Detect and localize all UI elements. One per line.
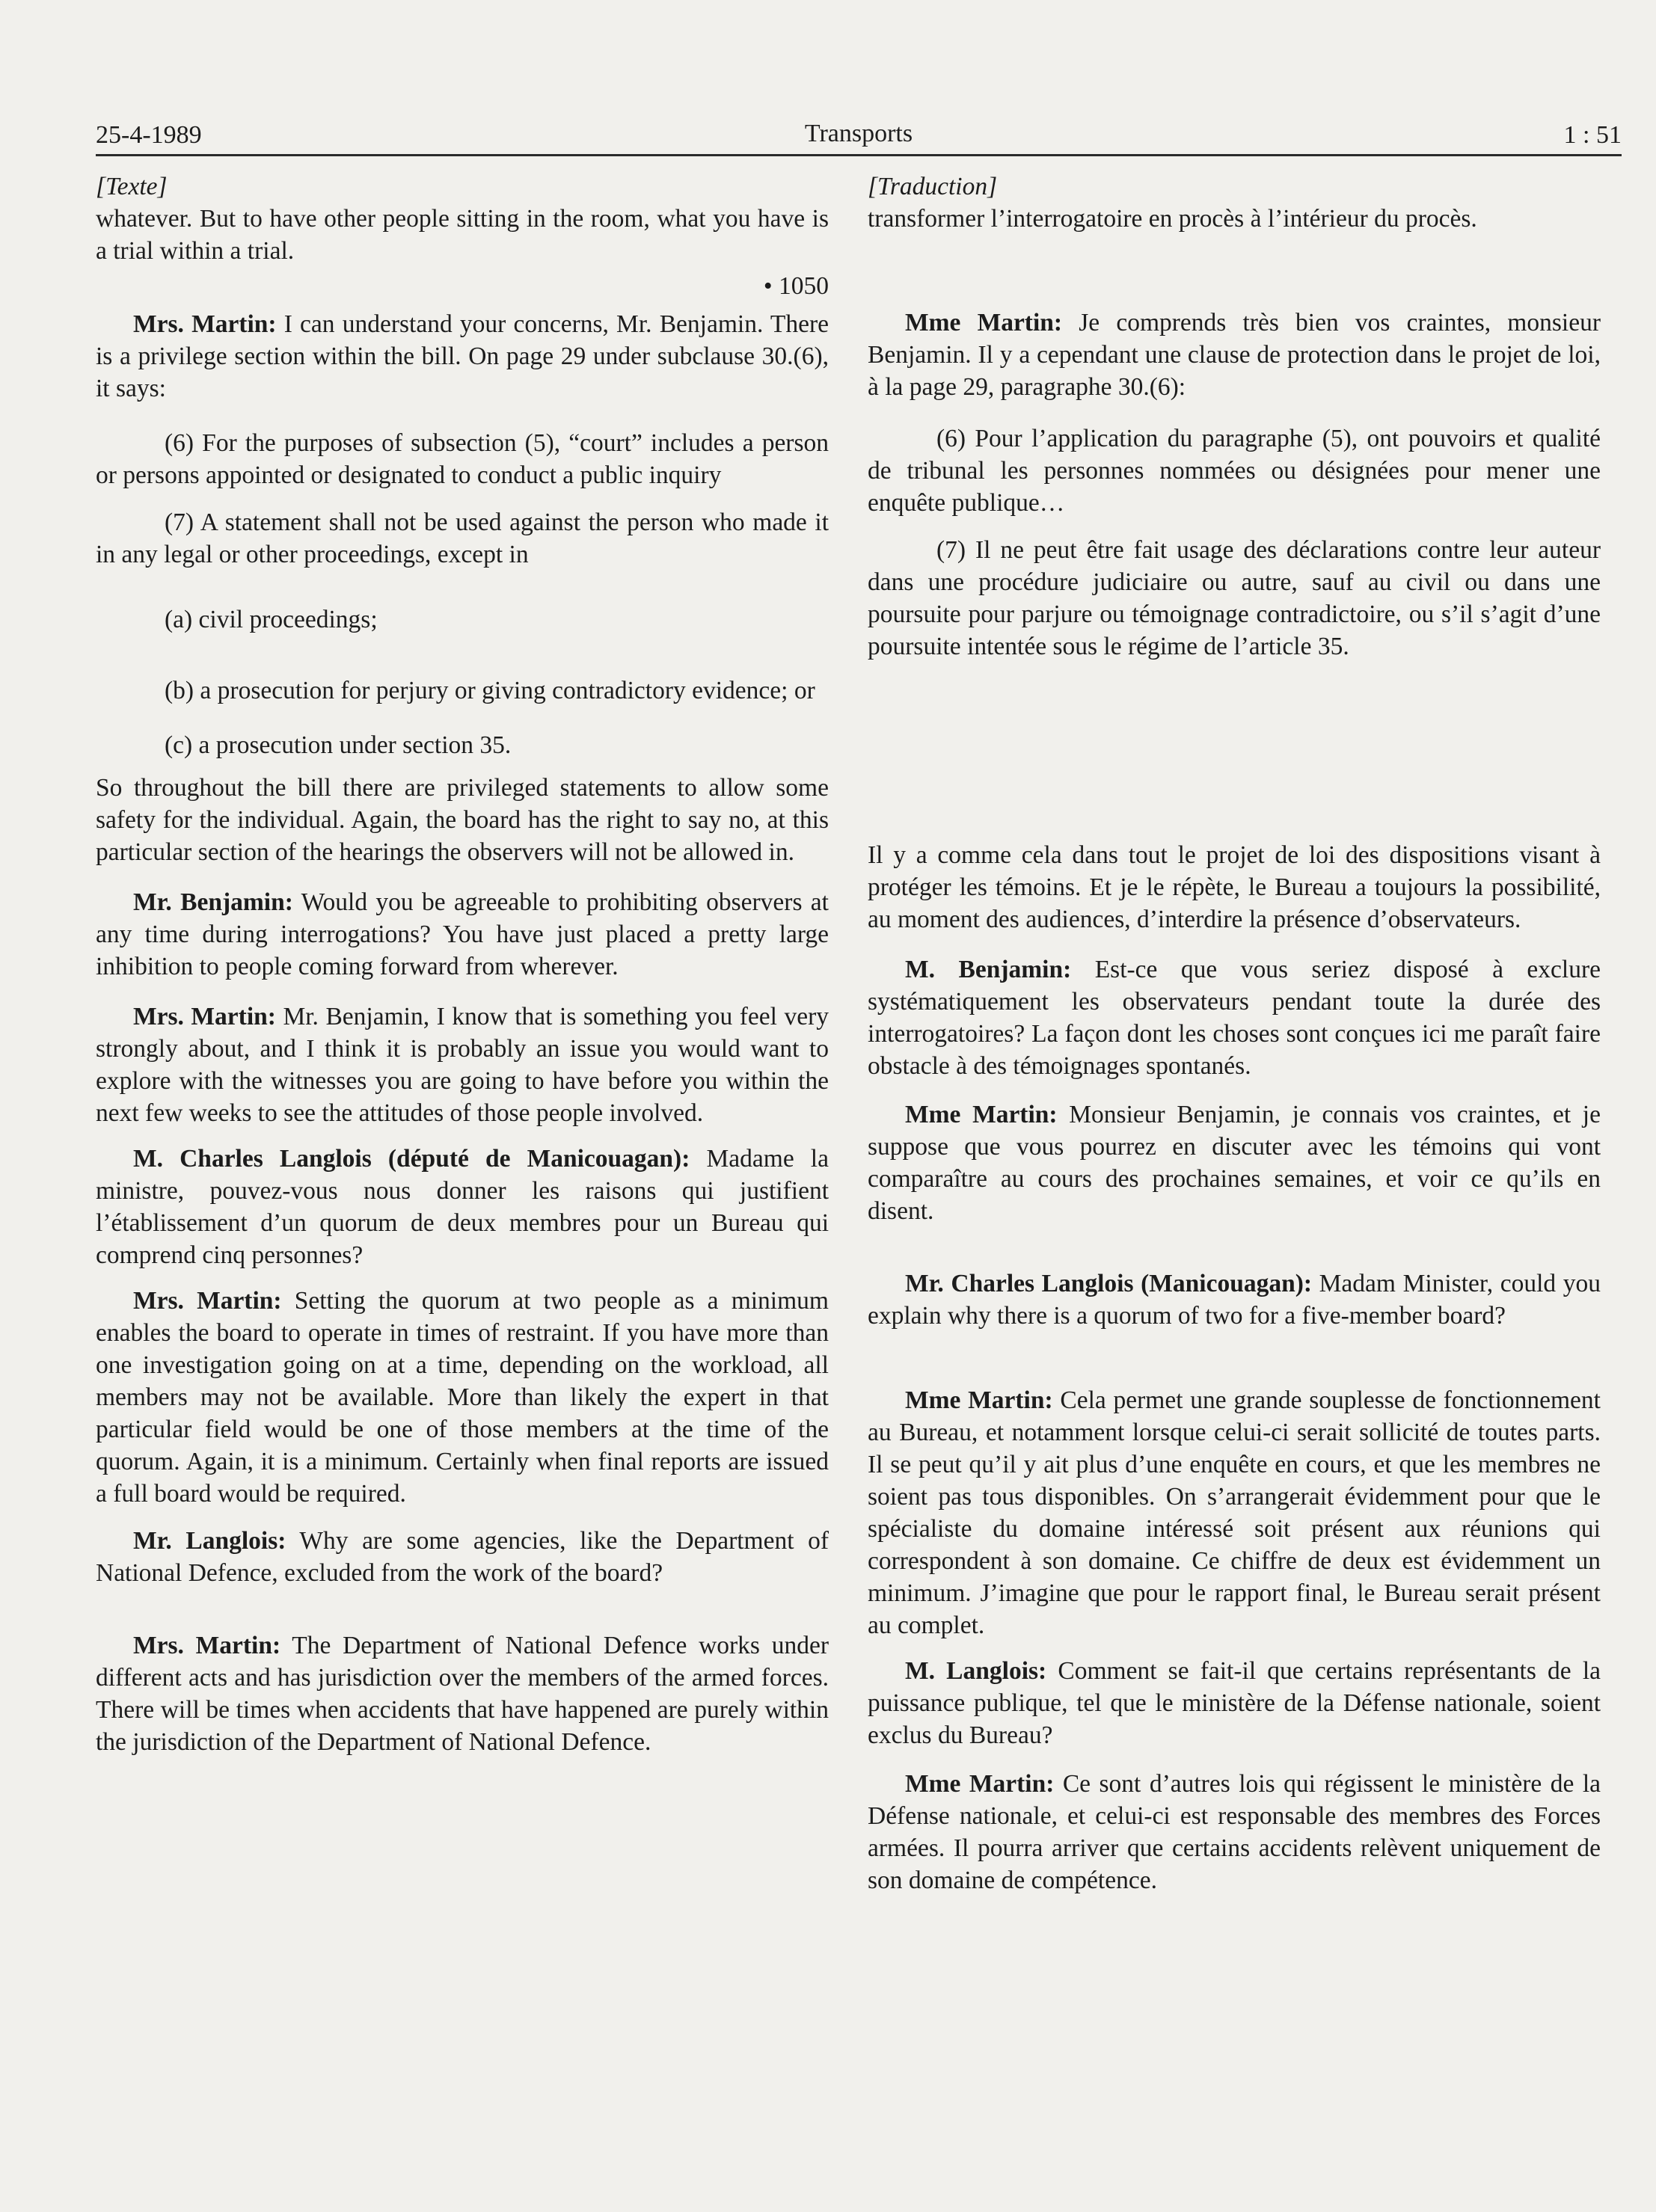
left-paragraph: So throughout the bill there are privileged statements to allow some safety for the individual. Again, the board has the right to say no, at this particular section of the hearings the observers will not be allowed in. [96, 774, 829, 866]
right-paragraph [868, 307, 1601, 403]
speech-text: Would you be agreeable to prohibiting observers at any time during interrogations? You have just placed a pretty large inhibition to people coming forward from wherever. [96, 888, 829, 980]
header-date: 25-4-1989 [96, 121, 202, 149]
speech-text: Je comprends très bien vos craintes, monsieur Benjamin. Il y a cependant une clause de protection dans le projet de loi, à la page 29, paragraphe 30.(6): [868, 309, 1601, 401]
left-paragraph [96, 308, 829, 405]
speech-text: Est-ce que vous seriez disposé à exclure systématiquement les observateurs pendant toute la durée des interrogatoires? La façon dont les choses sont conçues ici me paraît faire obstacle à des témoignages spontanés. [868, 956, 1601, 1080]
right-paragraph [868, 1768, 1601, 1896]
speaker-name: Mme Martin: [905, 309, 1063, 337]
left-paragraph [96, 1285, 829, 1510]
quoted-subsection: (6) For the purposes of subsection (5), “court” includes a person or persons appointed or designated to conduct a public inquiry [96, 429, 829, 489]
speech-text: Comment se fait-il que certains représentants de la puissance publique, tel que le ministère de la Défense nationale, soient exclus du Bureau? [868, 1657, 1601, 1749]
speech-text: Why are some agencies, like the Department of National Defence, excluded from the work of the board? [96, 1527, 829, 1587]
time-marker: • 1050 [763, 272, 829, 300]
right-paragraph: Il y a comme cela dans tout le projet de loi des dispositions visant à protéger les témoins. Et je le répète, le Bureau a toujours la possibilité, au moment des audiences, d’interdire la présence d’observateurs. [868, 841, 1601, 933]
speaker-name: M. Benjamin: [905, 956, 1072, 983]
header-title: Transports [804, 120, 913, 147]
speech-text: Monsieur Benjamin, je connais vos craintes, et je suppose que vous pourrez en discuter avec les témoins qui vont comparaître au cours des prochaines semaines, et voir ce qu’ils en disent. [868, 1101, 1601, 1225]
right-paragraph [868, 1268, 1601, 1332]
speaker-name: Mrs. Martin: [133, 1003, 276, 1030]
right-paragraph: transformer l’interrogatoire en procès à l’intérieur du procès. [868, 205, 1477, 233]
speech-text: Mr. Benjamin, I know that is something you feel very strongly about, and I think it is probably an issue you would want to explore with the witnesses you are going to have before you within the next few weeks to see the attitudes of those people involved. [96, 1003, 829, 1127]
speaker-name: M. Charles Langlois (député de Manicouagan): [133, 1145, 690, 1173]
right-paragraph [868, 1099, 1601, 1227]
left-column-head: [Texte] [96, 173, 168, 200]
speech-text: Madam Minister, could you explain why there is a quorum of two for a five-member board? [868, 1270, 1601, 1330]
left-column [96, 170, 829, 1776]
speech-text: I can understand your concerns, Mr. Benjamin. There is a privilege section within the bill. On page 29 under subclause 30.(6), it says: [96, 310, 829, 402]
left-paragraph [96, 1001, 829, 1129]
left-paragraph: whatever. But to have other people sitting in the room, what you have is a trial within a trial. [96, 205, 829, 265]
right-paragraph [868, 1384, 1601, 1641]
speaker-name: Mr. Langlois: [133, 1527, 286, 1555]
header-page-number: 1 : 51 [1563, 121, 1622, 149]
speech-text: Setting the quorum at two people as a minimum enables the board to operate in times of restraint. If you have more than one investigation going on at a time, depending on the workload, all members may not be available. More than likely the expert in that particular field would be one of those members at the time of the quorum. Again, it is a minimum. Certainly when final reports are issued a full board would be required. [96, 1287, 829, 1508]
speech-text: Cela permet une grande souplesse de fonctionnement au Bureau, et notamment lorsque celui-ci serait sollicité de toutes parts. Il se peut qu’il y ait plus d’une enquête en cours, et que les membres ne soient pas tous disponibles. On s’arrangerait évidemment pour que le spécialiste du domaine intéressé soit présent aux réunions qui correspondent à son domaine. Ce chiffre de deux est évidemment un minimum. J’imagine que pour le rapport final, le Bureau serait présent au complet. [868, 1386, 1601, 1639]
right-column-head: [Traduction] [868, 173, 998, 200]
speaker-name: Mr. Benjamin: [133, 888, 293, 916]
speaker-name: Mme Martin: [905, 1386, 1053, 1414]
speaker-name: Mrs. Martin: [133, 1287, 282, 1315]
speech-text: Ce sont d’autres lois qui régissent le ministère de la Défense nationale, et celui-ci est responsable des membres des Forces armées. Il pourra arriver que certains accidents relèvent uniquement de son domaine de compétence. [868, 1770, 1601, 1894]
speaker-name: Mme Martin: [905, 1770, 1055, 1798]
quoted-subsection: (6) Pour l’application du paragraphe (5), ont pouvoirs et qualité de tribunal les personnes nommées ou désignées pour mener une enquête publique… [868, 425, 1601, 517]
quoted-subsection: (7) A statement shall not be used against the person who made it in any legal or other proceedings, except in [96, 509, 829, 568]
speech-text: The Department of National Defence works under different acts and has jurisdiction over the members of the armed forces. There will be times when accidents that have happened are purely within the jurisdiction of the Department of National Defence. [96, 1632, 829, 1756]
speaker-name: Mrs. Martin: [133, 1632, 281, 1659]
speaker-name: M. Langlois: [905, 1657, 1047, 1685]
left-paragraph [96, 1143, 829, 1271]
right-column [868, 170, 1601, 1914]
quoted-clause: (c) a prosecution under section 35. [165, 731, 512, 759]
quoted-clause: (a) civil proceedings; [165, 606, 378, 633]
left-paragraph [96, 1525, 829, 1589]
quoted-clause: (b) a prosecution for perjury or giving contradictory evidence; or [165, 677, 815, 704]
speaker-name: Mr. Charles Langlois (Manicouagan): [905, 1270, 1313, 1297]
page-header [96, 112, 1622, 156]
left-paragraph [96, 886, 829, 983]
right-paragraph [868, 953, 1601, 1082]
right-paragraph [868, 1655, 1601, 1751]
speaker-name: Mrs. Martin: [133, 310, 277, 338]
quoted-subsection: (7) Il ne peut être fait usage des déclarations contre leur auteur dans une procédure judiciaire ou autre, sauf au civil ou dans une poursuite pour parjure ou témoignage contradictoire, ou s’il s’agit d’une poursuite intentée sous le régime de l’article 35. [868, 536, 1601, 660]
speech-text: Madame la ministre, pouvez-vous nous donner les raisons qui justifient l’établissement d’un quorum de deux membres pour un Bureau qui comprend cinq personnes? [96, 1145, 829, 1269]
left-paragraph [96, 1629, 829, 1758]
speaker-name: Mme Martin: [905, 1101, 1058, 1128]
